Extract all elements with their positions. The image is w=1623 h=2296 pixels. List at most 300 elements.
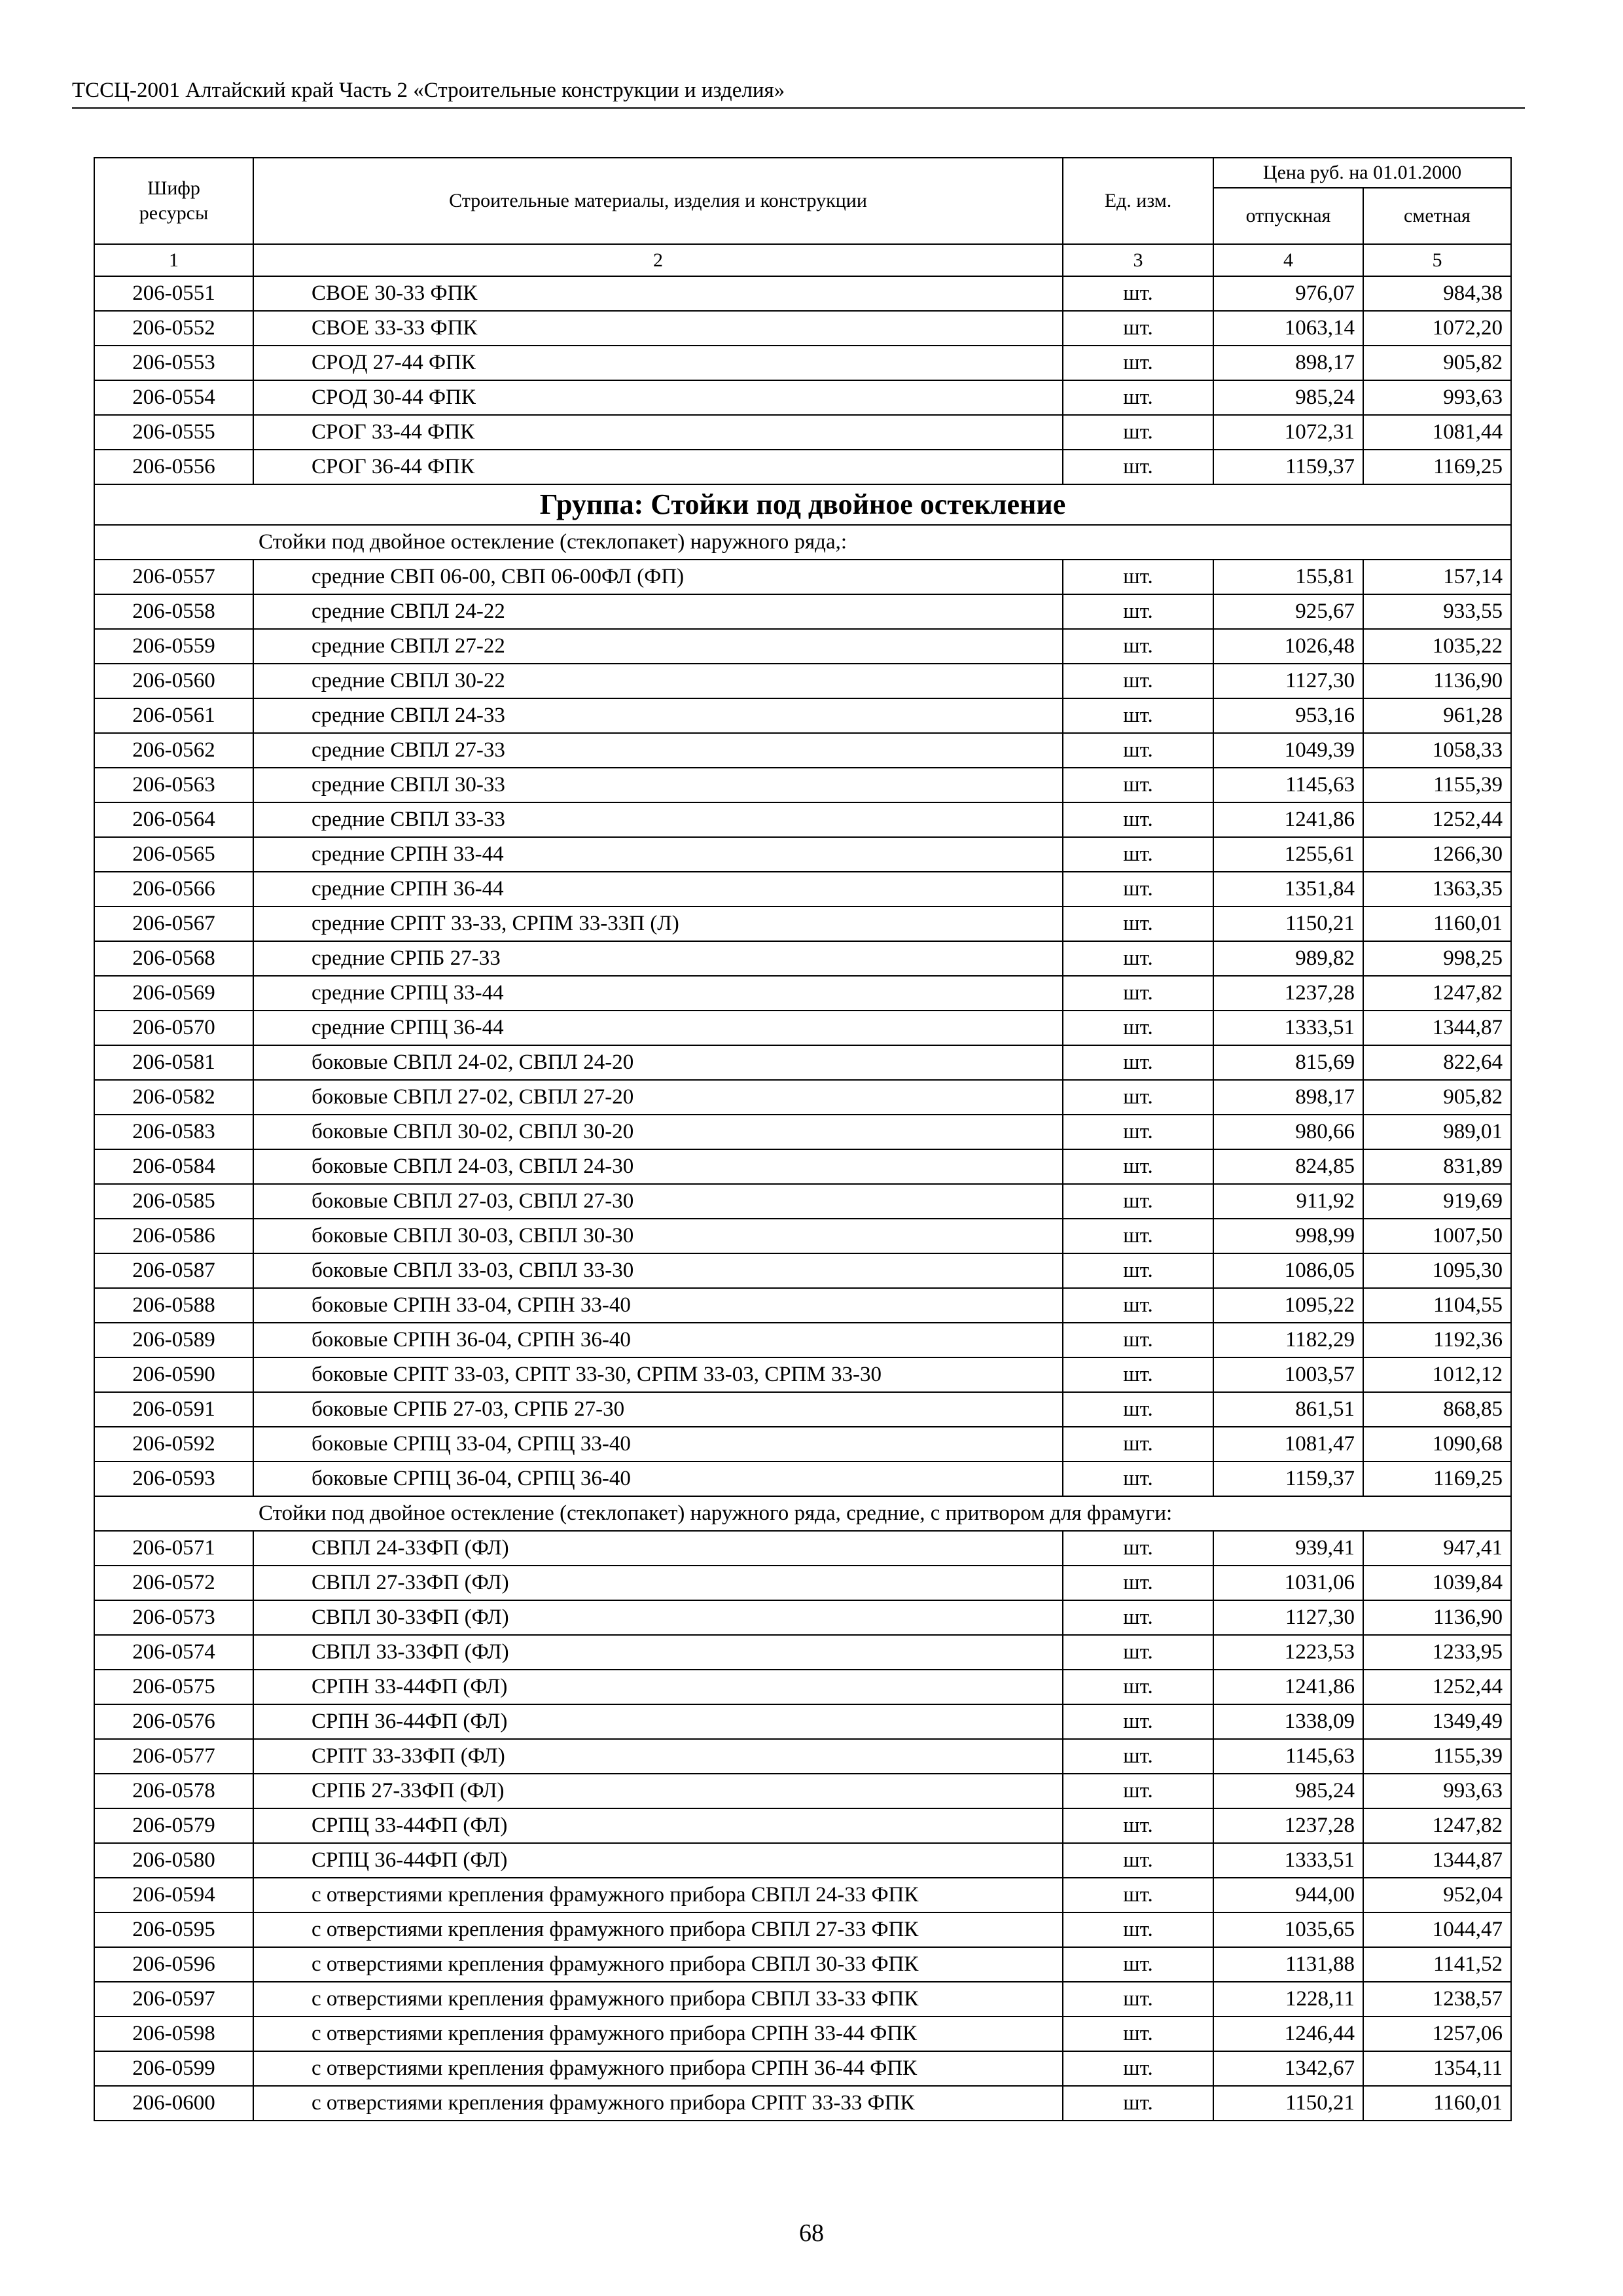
cell-code: 206-0584 [94,1149,253,1184]
cell-code: 206-0595 [94,1912,253,1947]
table-row [94,1219,1511,1253]
cell-name: боковые СРПН 33-04, СРПН 33-40 [253,1288,1063,1323]
column-number: 1 [94,244,253,276]
cell-release-price: 155,81 [1213,560,1363,594]
cell-name: боковые СВПЛ 24-02, СВПЛ 24-20 [253,1045,1063,1080]
cell-estimate-price: 1169,25 [1363,450,1511,484]
table-row [94,1011,1511,1045]
cell-unit: шт. [1063,1635,1213,1670]
table-row [94,768,1511,802]
subgroup-heading-row [94,1496,1511,1531]
cell-release-price: 1159,37 [1213,450,1363,484]
cell-name: СВПЛ 30-33ФП (ФЛ) [253,1600,1063,1635]
table-row [94,1149,1511,1184]
cell-name: СРОГ 33-44 ФПК [253,415,1063,450]
table-row [94,1045,1511,1080]
cell-release-price: 1086,05 [1213,1253,1363,1288]
page-header-title: ТССЦ-2001 Алтайский край Часть 2 «Строительные конструкции и изделия» [72,77,1525,109]
cell-release-price: 976,07 [1213,276,1363,311]
cell-name: СРПЦ 36-44ФП (ФЛ) [253,1843,1063,1878]
cell-name: боковые СВПЛ 30-03, СВПЛ 30-30 [253,1219,1063,1253]
cell-release-price: 1255,61 [1213,837,1363,872]
cell-estimate-price: 1247,82 [1363,976,1511,1011]
table-row [94,872,1511,906]
cell-estimate-price: 952,04 [1363,1878,1511,1912]
table-row [94,664,1511,698]
table-row [94,1253,1511,1288]
column-header-price: Цена руб. на 01.01.2000 [1213,158,1511,188]
subgroup-heading: Стойки под двойное остекление (стеклопакет) наружного ряда,: [94,525,1511,560]
cell-unit: шт. [1063,1531,1213,1566]
table-row [94,594,1511,629]
cell-unit: шт. [1063,1045,1213,1080]
cell-name: средние СРПТ 33-33, СРПМ 33-33П (Л) [253,906,1063,941]
cell-release-price: 1246,44 [1213,2017,1363,2051]
cell-unit: шт. [1063,733,1213,768]
cell-name: боковые СВПЛ 27-03, СВПЛ 27-30 [253,1184,1063,1219]
cell-estimate-price: 1266,30 [1363,837,1511,872]
cell-release-price: 925,67 [1213,594,1363,629]
table-row [94,1704,1511,1739]
cell-unit: шт. [1063,1947,1213,1982]
cell-name: СРОГ 36-44 ФПК [253,450,1063,484]
column-number: 4 [1213,244,1363,276]
cell-code: 206-0587 [94,1253,253,1288]
cell-unit: шт. [1063,1912,1213,1947]
cell-release-price: 1241,86 [1213,1670,1363,1704]
cell-estimate-price: 1160,01 [1363,2086,1511,2121]
cell-name: средние СРПЦ 33-44 [253,976,1063,1011]
group-heading-row [94,484,1511,525]
cell-estimate-price: 1233,95 [1363,1635,1511,1670]
cell-name: с отверстиями крепления фрамужного прибора СВПЛ 33-33 ФПК [253,1982,1063,2017]
table-row [94,1392,1511,1427]
table-row [94,1982,1511,2017]
cell-estimate-price: 961,28 [1363,698,1511,733]
cell-code: 206-0551 [94,276,253,311]
cell-name: с отверстиями крепления фрамужного прибора СВПЛ 24-33 ФПК [253,1878,1063,1912]
cell-code: 206-0561 [94,698,253,733]
cell-name: с отверстиями крепления фрамужного прибора СРПН 33-44 ФПК [253,2017,1063,2051]
cell-release-price: 1127,30 [1213,1600,1363,1635]
cell-name: с отверстиями крепления фрамужного прибора СРПН 36-44 ФПК [253,2051,1063,2086]
table-row [94,1843,1511,1878]
table-row [94,1357,1511,1392]
cell-code: 206-0582 [94,1080,253,1115]
cell-code: 206-0598 [94,2017,253,2051]
cell-release-price: 1182,29 [1213,1323,1363,1357]
cell-release-price: 944,00 [1213,1878,1363,1912]
cell-estimate-price: 157,14 [1363,560,1511,594]
cell-code: 206-0568 [94,941,253,976]
cell-unit: шт. [1063,1392,1213,1427]
cell-release-price: 1237,28 [1213,1808,1363,1843]
column-number: 2 [253,244,1063,276]
cell-estimate-price: 1136,90 [1363,1600,1511,1635]
cell-unit: шт. [1063,872,1213,906]
cell-unit: шт. [1063,1739,1213,1774]
cell-estimate-price: 1058,33 [1363,733,1511,768]
cell-release-price: 989,82 [1213,941,1363,976]
cell-release-price: 1237,28 [1213,976,1363,1011]
table-row [94,1288,1511,1323]
cell-estimate-price: 905,82 [1363,346,1511,380]
cell-code: 206-0585 [94,1184,253,1219]
cell-estimate-price: 1136,90 [1363,664,1511,698]
cell-code: 206-0580 [94,1843,253,1878]
cell-release-price: 1159,37 [1213,1462,1363,1496]
cell-unit: шт. [1063,1843,1213,1878]
table-row [94,1600,1511,1635]
cell-unit: шт. [1063,1982,1213,2017]
cell-release-price: 1063,14 [1213,311,1363,346]
cell-release-price: 985,24 [1213,1774,1363,1808]
cell-estimate-price: 933,55 [1363,594,1511,629]
cell-release-price: 1150,21 [1213,906,1363,941]
cell-unit: шт. [1063,1670,1213,1704]
cell-name: средние СВП 06-00, СВП 06-00ФЛ (ФП) [253,560,1063,594]
cell-name: средние СВПЛ 30-22 [253,664,1063,698]
cell-code: 206-0593 [94,1462,253,1496]
cell-estimate-price: 993,63 [1363,1774,1511,1808]
cell-code: 206-0586 [94,1219,253,1253]
table-row [94,906,1511,941]
cell-name: СРПБ 27-33ФП (ФЛ) [253,1774,1063,1808]
cell-estimate-price: 868,85 [1363,1392,1511,1427]
cell-code: 206-0576 [94,1704,253,1739]
cell-release-price: 1003,57 [1213,1357,1363,1392]
cell-code: 206-0581 [94,1045,253,1080]
cell-code: 206-0575 [94,1670,253,1704]
cell-estimate-price: 1160,01 [1363,906,1511,941]
cell-unit: шт. [1063,1704,1213,1739]
table-row [94,276,1511,311]
cell-unit: шт. [1063,2051,1213,2086]
cell-release-price: 1338,09 [1213,1704,1363,1739]
cell-code: 206-0564 [94,802,253,837]
cell-release-price: 939,41 [1213,1531,1363,1566]
cell-name: боковые СВПЛ 27-02, СВПЛ 27-20 [253,1080,1063,1115]
cell-release-price: 1351,84 [1213,872,1363,906]
cell-unit: шт. [1063,837,1213,872]
cell-code: 206-0567 [94,906,253,941]
cell-unit: шт. [1063,560,1213,594]
cell-release-price: 1095,22 [1213,1288,1363,1323]
cell-code: 206-0558 [94,594,253,629]
cell-release-price: 998,99 [1213,1219,1363,1253]
cell-estimate-price: 1238,57 [1363,1982,1511,2017]
cell-name: боковые СВПЛ 30-02, СВПЛ 30-20 [253,1115,1063,1149]
table-row [94,1808,1511,1843]
table-header-row [94,158,1511,188]
cell-estimate-price: 1035,22 [1363,629,1511,664]
cell-unit: шт. [1063,1253,1213,1288]
cell-name: СВПЛ 33-33ФП (ФЛ) [253,1635,1063,1670]
cell-code: 206-0583 [94,1115,253,1149]
cell-name: боковые СВПЛ 24-03, СВПЛ 24-30 [253,1149,1063,1184]
cell-unit: шт. [1063,2086,1213,2121]
cell-release-price: 1131,88 [1213,1947,1363,1982]
table-row [94,1947,1511,1982]
cell-unit: шт. [1063,1011,1213,1045]
cell-estimate-price: 1007,50 [1363,1219,1511,1253]
cell-name: средние СРПБ 27-33 [253,941,1063,976]
cell-name: боковые СРПТ 33-03, СРПТ 33-30, СРПМ 33-03, СРПМ 33-30 [253,1357,1063,1392]
cell-release-price: 1145,63 [1213,768,1363,802]
cell-unit: шт. [1063,768,1213,802]
cell-unit: шт. [1063,1808,1213,1843]
cell-unit: шт. [1063,2017,1213,2051]
cell-code: 206-0560 [94,664,253,698]
table-row [94,1635,1511,1670]
cell-unit: шт. [1063,1323,1213,1357]
cell-name: средние СВПЛ 30-33 [253,768,1063,802]
cell-release-price: 1035,65 [1213,1912,1363,1947]
cell-code: 206-0571 [94,1531,253,1566]
cell-name: боковые СРПЦ 36-04, СРПЦ 36-40 [253,1462,1063,1496]
cell-name: СВПЛ 27-33ФП (ФЛ) [253,1566,1063,1600]
cell-name: боковые СРПЦ 33-04, СРПЦ 33-40 [253,1427,1063,1462]
table-row [94,311,1511,346]
cell-unit: шт. [1063,906,1213,941]
cell-code: 206-0577 [94,1739,253,1774]
cell-estimate-price: 989,01 [1363,1115,1511,1149]
cell-unit: шт. [1063,450,1213,484]
table-row [94,380,1511,415]
cell-name: СРПТ 33-33ФП (ФЛ) [253,1739,1063,1774]
cell-estimate-price: 919,69 [1363,1184,1511,1219]
table-row [94,733,1511,768]
cell-code: 206-0573 [94,1600,253,1635]
cell-code: 206-0553 [94,346,253,380]
cell-code: 206-0556 [94,450,253,484]
cell-estimate-price: 947,41 [1363,1531,1511,1566]
cell-code: 206-0559 [94,629,253,664]
cell-unit: шт. [1063,629,1213,664]
table-row [94,941,1511,976]
cell-release-price: 1223,53 [1213,1635,1363,1670]
cell-name: СВПЛ 24-33ФП (ФЛ) [253,1531,1063,1566]
cell-estimate-price: 1155,39 [1363,1739,1511,1774]
cell-name: с отверстиями крепления фрамужного прибора СВПЛ 27-33 ФПК [253,1912,1063,1947]
cell-estimate-price: 1192,36 [1363,1323,1511,1357]
cell-unit: шт. [1063,1115,1213,1149]
cell-release-price: 953,16 [1213,698,1363,733]
cell-release-price: 1150,21 [1213,2086,1363,2121]
group-heading: Группа: Стойки под двойное остекление [94,484,1511,525]
cell-estimate-price: 1090,68 [1363,1427,1511,1462]
cell-unit: шт. [1063,1774,1213,1808]
subgroup-heading-row [94,525,1511,560]
table-row [94,1184,1511,1219]
table-row [94,346,1511,380]
cell-estimate-price: 1155,39 [1363,768,1511,802]
cell-name: средние СВПЛ 24-33 [253,698,1063,733]
table-row [94,450,1511,484]
page-number: 68 [799,2219,824,2247]
table-row [94,1878,1511,1912]
cell-code: 206-0592 [94,1427,253,1462]
cell-code: 206-0552 [94,311,253,346]
cell-release-price: 911,92 [1213,1184,1363,1219]
cell-code: 206-0574 [94,1635,253,1670]
cell-estimate-price: 1072,20 [1363,311,1511,346]
cell-unit: шт. [1063,1566,1213,1600]
cell-code: 206-0597 [94,1982,253,2017]
cell-estimate-price: 1039,84 [1363,1566,1511,1600]
table-row [94,837,1511,872]
cell-estimate-price: 1252,44 [1363,1670,1511,1704]
table-row [94,2051,1511,2086]
column-number: 3 [1063,244,1213,276]
cell-estimate-price: 1104,55 [1363,1288,1511,1323]
cell-unit: шт. [1063,1149,1213,1184]
cell-release-price: 824,85 [1213,1149,1363,1184]
price-table [94,157,1512,2121]
cell-unit: шт. [1063,594,1213,629]
cell-code: 206-0557 [94,560,253,594]
table-row [94,1531,1511,1566]
cell-unit: шт. [1063,1288,1213,1323]
cell-code: 206-0589 [94,1323,253,1357]
table-row [94,1566,1511,1600]
cell-code: 206-0588 [94,1288,253,1323]
cell-name: СРОД 30-44 ФПК [253,380,1063,415]
table-row [94,698,1511,733]
cell-estimate-price: 1349,49 [1363,1704,1511,1739]
cell-code: 206-0590 [94,1357,253,1392]
cell-code: 206-0594 [94,1878,253,1912]
cell-estimate-price: 1169,25 [1363,1462,1511,1496]
cell-unit: шт. [1063,698,1213,733]
cell-name: СРОД 27-44 ФПК [253,346,1063,380]
cell-estimate-price: 1012,12 [1363,1357,1511,1392]
table-row [94,415,1511,450]
table-row [94,1080,1511,1115]
cell-release-price: 1342,67 [1213,2051,1363,2086]
cell-unit: шт. [1063,311,1213,346]
cell-estimate-price: 1257,06 [1363,2017,1511,2051]
cell-unit: шт. [1063,976,1213,1011]
cell-release-price: 1072,31 [1213,415,1363,450]
column-header-name: Строительные материалы, изделия и конструкции [253,158,1063,244]
cell-unit: шт. [1063,1427,1213,1462]
cell-unit: шт. [1063,1878,1213,1912]
table-row [94,1774,1511,1808]
cell-name: боковые СВПЛ 33-03, СВПЛ 33-30 [253,1253,1063,1288]
cell-name: средние СРПН 33-44 [253,837,1063,872]
cell-unit: шт. [1063,1357,1213,1392]
cell-name: боковые СРПН 36-04, СРПН 36-40 [253,1323,1063,1357]
cell-estimate-price: 1344,87 [1363,1843,1511,1878]
cell-unit: шт. [1063,1184,1213,1219]
cell-release-price: 1228,11 [1213,1982,1363,2017]
cell-name: СВОЕ 33-33 ФПК [253,311,1063,346]
cell-unit: шт. [1063,802,1213,837]
table-row [94,802,1511,837]
table-row [94,1739,1511,1774]
cell-code: 206-0554 [94,380,253,415]
column-number: 5 [1363,244,1511,276]
cell-code: 206-0578 [94,1774,253,1808]
cell-estimate-price: 1363,35 [1363,872,1511,906]
column-header-estimate: сметная [1363,188,1511,244]
table-row [94,1323,1511,1357]
cell-name: СРПН 36-44ФП (ФЛ) [253,1704,1063,1739]
cell-code: 206-0570 [94,1011,253,1045]
cell-name: с отверстиями крепления фрамужного прибора СРПТ 33-33 ФПК [253,2086,1063,2121]
cell-release-price: 1031,06 [1213,1566,1363,1600]
table-row [94,2086,1511,2121]
cell-name: средние СРПН 36-44 [253,872,1063,906]
table-row [94,629,1511,664]
cell-unit: шт. [1063,380,1213,415]
cell-code: 206-0565 [94,837,253,872]
cell-release-price: 1081,47 [1213,1427,1363,1462]
cell-code: 206-0572 [94,1566,253,1600]
cell-name: средние СРПЦ 36-44 [253,1011,1063,1045]
cell-unit: шт. [1063,1462,1213,1496]
cell-name: с отверстиями крепления фрамужного прибора СВПЛ 30-33 ФПК [253,1947,1063,1982]
cell-release-price: 861,51 [1213,1392,1363,1427]
column-header-release: отпускная [1213,188,1363,244]
cell-unit: шт. [1063,941,1213,976]
cell-name: средние СВПЛ 27-33 [253,733,1063,768]
table-row [94,1427,1511,1462]
cell-estimate-price: 984,38 [1363,276,1511,311]
cell-code: 206-0562 [94,733,253,768]
cell-unit: шт. [1063,1080,1213,1115]
cell-name: средние СВПЛ 24-22 [253,594,1063,629]
cell-name: СРПЦ 33-44ФП (ФЛ) [253,1808,1063,1843]
cell-code: 206-0563 [94,768,253,802]
cell-code: 206-0579 [94,1808,253,1843]
table-row [94,976,1511,1011]
cell-release-price: 1049,39 [1213,733,1363,768]
cell-name: средние СВПЛ 27-22 [253,629,1063,664]
cell-code: 206-0600 [94,2086,253,2121]
cell-name: средние СВПЛ 33-33 [253,802,1063,837]
cell-unit: шт. [1063,1600,1213,1635]
cell-name: боковые СРПБ 27-03, СРПБ 27-30 [253,1392,1063,1427]
cell-release-price: 1333,51 [1213,1011,1363,1045]
cell-release-price: 1333,51 [1213,1843,1363,1878]
cell-estimate-price: 998,25 [1363,941,1511,976]
table-row [94,560,1511,594]
cell-unit: шт. [1063,276,1213,311]
cell-release-price: 898,17 [1213,346,1363,380]
cell-estimate-price: 1095,30 [1363,1253,1511,1288]
cell-unit: шт. [1063,415,1213,450]
cell-name: СВОЕ 30-33 ФПК [253,276,1063,311]
cell-estimate-price: 1044,47 [1363,1912,1511,1947]
cell-code: 206-0555 [94,415,253,450]
cell-estimate-price: 1141,52 [1363,1947,1511,1982]
table-row [94,1115,1511,1149]
cell-release-price: 1241,86 [1213,802,1363,837]
cell-code: 206-0599 [94,2051,253,2086]
cell-name: СРПН 33-44ФП (ФЛ) [253,1670,1063,1704]
cell-release-price: 1127,30 [1213,664,1363,698]
table-row [94,2017,1511,2051]
cell-release-price: 898,17 [1213,1080,1363,1115]
column-number-row [94,244,1511,276]
cell-release-price: 980,66 [1213,1115,1363,1149]
table-row [94,1670,1511,1704]
cell-release-price: 985,24 [1213,380,1363,415]
table-row [94,1462,1511,1496]
table-row [94,1912,1511,1947]
